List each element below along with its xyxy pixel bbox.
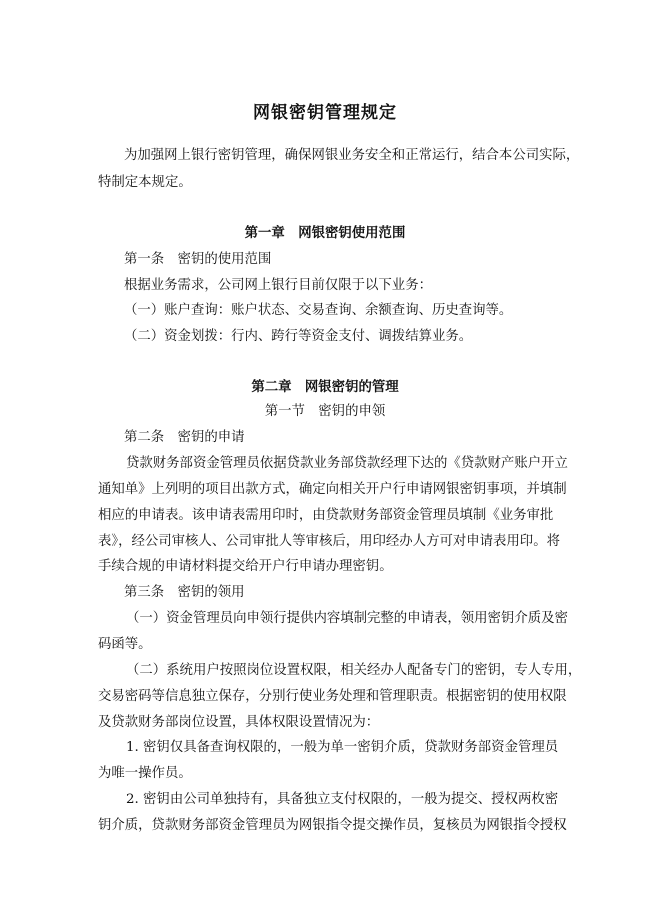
paragraph-line: 根据业务需求，公司网上银行目前仅限于以下业务： [124, 278, 432, 293]
section-heading: 第一节 密钥的申领 [264, 404, 386, 419]
paragraph-line: （一）账户查询：账户状态、交易查询、余额查询、历史查询等。 [124, 303, 513, 318]
paragraph-line: （二）系统用户按照岗位设置权限，相关经办人配备专门的密钥，专人专用， [126, 663, 582, 678]
article-title: 第二条 密钥的申请 [124, 430, 245, 445]
document-title: 网银密钥管理规定 [253, 103, 397, 123]
paragraph-line: 码函等。 [98, 637, 152, 652]
paragraph-line: 贷款财务部资金管理员依据贷款业务部贷款经理下达的《贷款财产账户开立 [126, 456, 568, 471]
article-title: 第三条 密钥的领用 [124, 585, 245, 600]
paragraph-line: 1. 密钥仅具备查询权限的，一般为单一密钥介质，贷款财务部资金管理员 [126, 740, 559, 755]
paragraph-line: 手续合规的申请材料提交给开户行申请办理密钥。 [98, 559, 393, 574]
intro-line: 为加强网上银行密钥管理，确保网银业务安全和正常运行，结合本公司实际， [124, 148, 580, 163]
paragraph-line: 2. 密钥由公司单独持有，具备独立支付权限的，一般为提交、授权两枚密 [126, 792, 559, 807]
paragraph-line: 及贷款财务部岗位设置，具体权限设置情况为： [98, 715, 380, 730]
paragraph-line: 通知单》上列明的项目出款方式，确定向相关开户行申请网银密钥事项，并填制 [98, 482, 567, 497]
intro-line: 特制定本规定。 [98, 175, 192, 190]
paragraph-line: 表》，经公司审核人、公司审批人等审核后，用印经办人方可对申请表用印。将 [98, 534, 560, 549]
chapter-heading: 第二章 网银密钥的管理 [251, 379, 399, 395]
paragraph-line: 相应的申请表。该申请表需用印时，由贷款财务部资金管理员填制《业务审批 [98, 508, 554, 523]
paragraph-line: （一）资金管理员向申领行提供内容填制完整的申请表，领用密钥介质及密 [126, 611, 568, 626]
paragraph-line: 为唯一操作员。 [98, 766, 192, 781]
paragraph-line: （二）资金划拨：行内、跨行等资金支付、调拨结算业务。 [124, 329, 473, 344]
chapter-heading: 第一章 网银密钥使用范围 [244, 225, 406, 241]
article-title: 第一条 密钥的使用范围 [124, 252, 272, 267]
paragraph-line: 钥介质，贷款财务部资金管理员为网银指令提交操作员，复核员为网银指令授权 [98, 818, 567, 833]
paragraph-line: 交易密码等信息独立保存，分别行使业务处理和管理职责。根据密钥的使用权限 [98, 689, 567, 704]
